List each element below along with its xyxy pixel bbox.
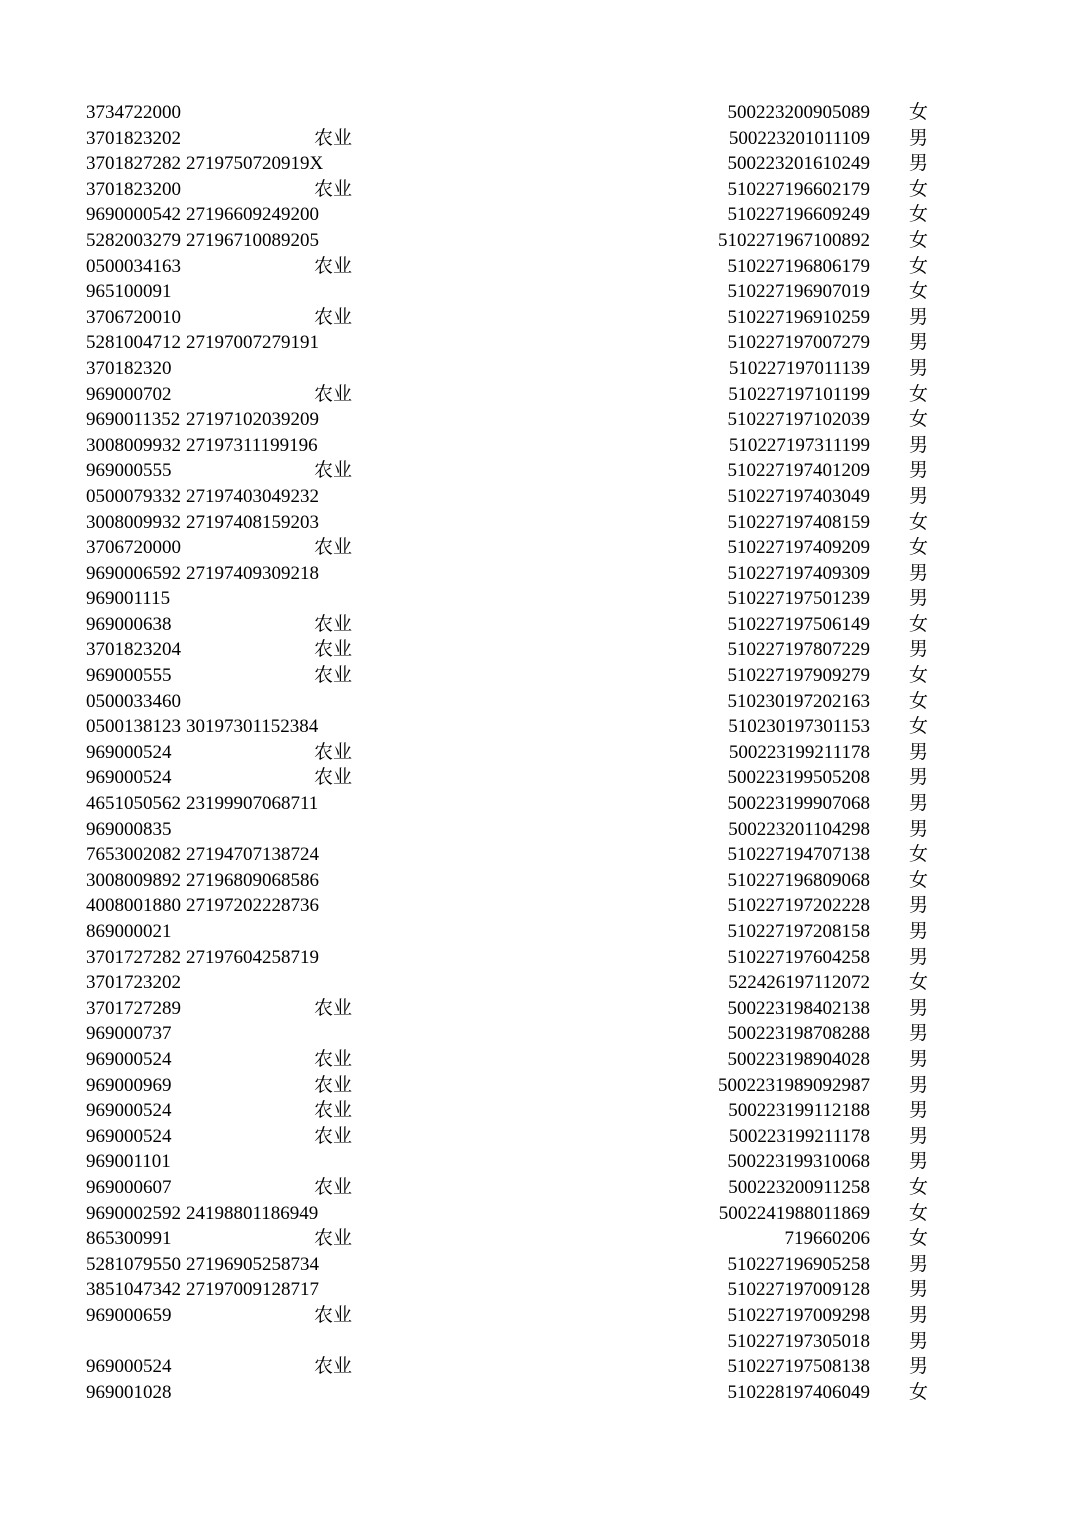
account-number-cell: 3701723202 [86, 972, 181, 994]
household-type-cell: 农业 [314, 1125, 353, 1147]
table-row [0, 842, 1075, 868]
account-number-cell: 969000524 [86, 1100, 172, 1122]
account-number-cell: 0500138123 [86, 716, 181, 738]
gender-cell: 男 [909, 1074, 929, 1096]
household-type-cell [314, 561, 374, 587]
household-type-cell [314, 817, 374, 843]
gender-cell: 男 [909, 1151, 929, 1173]
account-number-cell: 3008009932 [86, 511, 181, 533]
gender-cell: 男 [909, 946, 929, 968]
gender-cell: 男 [909, 1023, 929, 1045]
account-number-cell: 3701827282 [86, 153, 181, 175]
household-type-cell: 农业 [314, 997, 353, 1019]
id-number-cell: 23199907068711 [186, 793, 319, 815]
gender-cell: 女 [909, 1176, 929, 1198]
id-card-cell: 5002241988011869 [718, 1202, 870, 1224]
table-row [0, 1329, 1075, 1355]
id-card-cell: 510227196602179 [727, 178, 870, 200]
account-number-cell: 0500033460 [86, 690, 181, 712]
table-row [0, 510, 1075, 536]
household-type-cell [314, 970, 374, 996]
gender-cell: 女 [909, 869, 929, 891]
id-card-cell: 510227197202228 [727, 895, 870, 917]
id-number-cell: 27196710089205 [186, 229, 319, 251]
gender-cell: 男 [909, 357, 929, 379]
table-row [0, 996, 1075, 1022]
account-number-cell: 969000659 [86, 1304, 172, 1326]
account-number-cell: 869000021 [86, 921, 172, 942]
household-type-cell [314, 689, 374, 715]
account-number-cell: 969000638 [86, 613, 172, 635]
id-card-cell: 510227197409309 [727, 562, 870, 584]
table-row [0, 970, 1075, 996]
household-type-cell: 农业 [314, 537, 353, 559]
id-number-cell: 2719750720919X [186, 153, 324, 175]
household-type-cell [314, 714, 374, 740]
household-type-cell [314, 945, 374, 971]
gender-cell: 女 [909, 409, 929, 431]
id-card-cell: 719660206 [784, 1228, 870, 1250]
id-card-cell: 510227197011139 [728, 357, 870, 379]
gender-cell: 男 [909, 1048, 929, 1070]
gender-cell: 女 [909, 972, 929, 994]
id-card-cell: 510227197501239 [727, 588, 870, 610]
id-card-cell: 510227197009298 [727, 1304, 870, 1326]
id-number-cell: 27197102039209 [186, 409, 319, 431]
household-type-cell: 农业 [314, 1228, 353, 1250]
id-card-cell: 510227196910259 [727, 306, 870, 328]
account-number-cell: 969001115 [86, 588, 171, 610]
table-row [0, 305, 1075, 331]
spreadsheet-sheet [0, 100, 1075, 1405]
table-row [0, 714, 1075, 740]
gender-cell: 女 [909, 1228, 929, 1250]
household-type-cell [314, 228, 374, 254]
id-card-cell: 500223199310068 [727, 1151, 870, 1173]
table-row [0, 330, 1075, 356]
table-row [0, 458, 1075, 484]
id-card-cell: 510227197305018 [727, 1330, 870, 1352]
id-card-cell: 510227197208158 [727, 921, 870, 942]
id-number-cell: 27197409309218 [186, 562, 319, 584]
household-type-cell: 农业 [314, 127, 353, 149]
gender-cell: 女 [909, 511, 929, 533]
account-number-cell: 9690002592 [86, 1202, 181, 1224]
id-number-cell: 27197604258719 [186, 946, 319, 968]
account-number-cell: 7653002082 [86, 844, 181, 866]
table-row [0, 663, 1075, 689]
account-number-cell: 3706720010 [86, 306, 181, 328]
household-type-cell [314, 407, 374, 433]
account-number-cell: 3706720000 [86, 537, 181, 559]
id-number-cell: 27197408159203 [186, 511, 319, 533]
gender-cell: 男 [909, 1125, 929, 1147]
household-type-cell: 农业 [314, 741, 353, 763]
account-number-cell: 5281004712 [86, 332, 181, 354]
gender-cell: 女 [909, 178, 929, 200]
table-row [0, 765, 1075, 791]
gender-cell: 男 [909, 793, 929, 815]
account-number-cell: 3008009892 [86, 869, 181, 891]
account-number-cell: 969000607 [86, 1176, 172, 1198]
id-card-cell: 510227197508138 [727, 1356, 870, 1378]
gender-cell: 男 [909, 767, 929, 789]
gender-cell: 女 [909, 1202, 929, 1224]
table-row [0, 1201, 1075, 1227]
household-type-cell [314, 1021, 374, 1047]
gender-cell: 男 [909, 1330, 929, 1352]
household-type-cell [314, 1329, 374, 1355]
table-row [0, 151, 1075, 177]
account-number-cell: 969000524 [86, 741, 172, 763]
household-type-cell [314, 842, 374, 868]
household-type-cell [314, 1380, 374, 1406]
household-type-cell [314, 202, 374, 228]
account-number-cell: 865300991 [86, 1228, 172, 1250]
gender-cell: 女 [909, 665, 929, 687]
household-type-cell: 农业 [314, 306, 353, 328]
table-row [0, 1073, 1075, 1099]
table-row [0, 484, 1075, 510]
id-number-cell: 27197202228736 [186, 895, 319, 917]
table-row [0, 1354, 1075, 1380]
table-row [0, 279, 1075, 305]
id-number-cell: 30197301152384 [186, 716, 319, 738]
gender-cell: 男 [909, 1253, 929, 1275]
table-row [0, 1252, 1075, 1278]
gender-cell: 女 [909, 844, 929, 866]
household-type-cell [314, 356, 374, 382]
account-number-cell: 0500079332 [86, 485, 181, 507]
account-number-cell: 969000835 [86, 818, 172, 840]
gender-cell: 男 [909, 1304, 929, 1326]
id-card-cell: 510227197009128 [727, 1279, 870, 1301]
gender-cell: 男 [909, 921, 929, 942]
account-number-cell: 5282003279 [86, 229, 181, 251]
table-row [0, 407, 1075, 433]
id-card-cell: 500223198904028 [727, 1048, 870, 1070]
table-row [0, 612, 1075, 638]
id-number-cell: 27197007279191 [186, 332, 319, 354]
table-row [0, 893, 1075, 919]
household-type-cell [314, 586, 374, 612]
gender-cell: 女 [909, 690, 929, 712]
gender-cell: 男 [909, 434, 929, 456]
household-type-cell [314, 893, 374, 919]
table-row [0, 919, 1075, 945]
account-number-cell: 965100091 [86, 281, 172, 303]
gender-cell: 男 [909, 895, 929, 917]
id-card-cell: 510227197408159 [727, 511, 870, 533]
account-number-cell: 969000737 [86, 1023, 172, 1045]
id-card-cell: 510227197311199 [728, 434, 870, 456]
household-type-cell: 农业 [314, 1176, 353, 1198]
table-row [0, 1277, 1075, 1303]
id-card-cell: 510227197409209 [727, 537, 870, 559]
account-number-cell: 969000524 [86, 767, 172, 789]
id-card-cell: 510227196609249 [727, 204, 870, 226]
id-card-cell: 510227194707138 [727, 844, 870, 866]
account-number-cell: 3734722000 [86, 102, 181, 123]
account-number-cell: 3701727289 [86, 997, 181, 1019]
table-row [0, 791, 1075, 817]
account-number-cell: 969000524 [86, 1125, 172, 1147]
account-number-cell: 969001101 [86, 1151, 171, 1173]
gender-cell: 女 [909, 204, 929, 226]
id-number-cell: 27194707138724 [186, 844, 319, 866]
id-card-cell: 510228197406049 [727, 1381, 870, 1403]
table-row [0, 1124, 1075, 1150]
gender-cell: 女 [909, 255, 929, 277]
table-row [0, 561, 1075, 587]
id-card-cell: 500223199211178 [728, 1125, 870, 1147]
gender-cell: 女 [909, 716, 929, 738]
household-type-cell [314, 484, 374, 510]
household-type-cell: 农业 [314, 178, 353, 200]
id-number-cell: 27197403049232 [186, 485, 319, 507]
household-type-cell [314, 791, 374, 817]
account-number-cell: 969000524 [86, 1356, 172, 1378]
table-row [0, 1175, 1075, 1201]
id-card-cell: 500223201011109 [728, 127, 870, 149]
account-number-cell: 4651050562 [86, 793, 181, 815]
id-card-cell: 510227197807229 [727, 639, 870, 661]
table-row [0, 356, 1075, 382]
id-card-cell: 510227196907019 [727, 281, 870, 303]
id-card-cell: 510227197102039 [727, 409, 870, 431]
table-row [0, 1047, 1075, 1073]
id-card-cell: 500223199112188 [728, 1100, 870, 1122]
id-card-cell: 510227197403049 [727, 485, 870, 507]
household-type-cell [314, 1149, 374, 1175]
table-row [0, 126, 1075, 152]
table-row [0, 689, 1075, 715]
gender-cell: 男 [909, 639, 929, 661]
table-row [0, 637, 1075, 663]
table-row [0, 254, 1075, 280]
gender-cell: 女 [909, 613, 929, 635]
account-number-cell: 9690006592 [86, 562, 181, 584]
household-type-cell [314, 510, 374, 536]
id-card-cell: 500223200911258 [728, 1176, 870, 1198]
gender-cell: 男 [909, 818, 929, 840]
gender-cell: 男 [909, 1356, 929, 1378]
id-card-cell: 500223199505208 [727, 767, 870, 789]
account-number-cell: 3008009932 [86, 434, 181, 456]
household-type-cell: 农业 [314, 460, 353, 482]
table-row [0, 1303, 1075, 1329]
gender-cell: 男 [909, 306, 929, 328]
gender-cell: 男 [909, 1279, 929, 1301]
household-type-cell [314, 1201, 374, 1227]
household-type-cell: 农业 [314, 1304, 353, 1326]
household-type-cell [314, 1252, 374, 1278]
account-number-cell: 0500034163 [86, 255, 181, 277]
id-card-cell: 510227197401209 [727, 460, 870, 482]
account-number-cell: 3701823200 [86, 178, 181, 200]
household-type-cell: 农业 [314, 665, 353, 687]
account-number-cell: 5281079550 [86, 1253, 181, 1275]
gender-cell: 男 [909, 153, 929, 175]
account-number-cell: 969000555 [86, 665, 172, 687]
gender-cell: 女 [909, 229, 929, 251]
account-number-cell: 9690011352 [86, 409, 181, 431]
id-card-cell: 510230197301153 [728, 716, 870, 738]
id-number-cell: 27196609249200 [186, 204, 319, 226]
account-number-cell: 969000524 [86, 1048, 172, 1070]
household-type-cell: 农业 [314, 613, 353, 635]
id-card-cell: 5002231989092987 [718, 1074, 870, 1096]
table-row [0, 228, 1075, 254]
table-row [0, 1380, 1075, 1406]
household-type-cell: 农业 [314, 1356, 353, 1378]
household-type-cell: 农业 [314, 1074, 353, 1096]
household-type-cell [314, 1277, 374, 1303]
id-card-cell: 500223198708288 [727, 1023, 870, 1045]
id-number-cell: 24198801186949 [186, 1202, 319, 1224]
table-row [0, 1021, 1075, 1047]
id-card-cell: 510227197007279 [727, 332, 870, 354]
gender-cell: 男 [909, 127, 929, 149]
table-row [0, 535, 1075, 561]
account-number-cell: 3701823204 [86, 639, 181, 661]
account-number-cell: 969001028 [86, 1381, 172, 1403]
gender-cell: 男 [909, 588, 929, 610]
table-row [0, 817, 1075, 843]
account-number-cell [86, 1329, 190, 1355]
gender-cell: 男 [909, 741, 929, 763]
table-row [0, 202, 1075, 228]
table-row [0, 945, 1075, 971]
account-number-cell: 4008001880 [86, 895, 181, 917]
household-type-cell [314, 868, 374, 894]
account-number-cell: 969000555 [86, 460, 172, 482]
household-type-cell [314, 151, 374, 177]
table-row [0, 382, 1075, 408]
id-card-cell: 500223199211178 [728, 741, 870, 763]
household-type-cell [314, 330, 374, 356]
gender-cell: 男 [909, 562, 929, 584]
id-card-cell: 500223201104298 [728, 818, 870, 840]
id-number-cell: 27196905258734 [186, 1253, 319, 1275]
household-type-cell [314, 279, 374, 305]
table-row [0, 433, 1075, 459]
table-row [0, 177, 1075, 203]
id-card-cell: 500223198402138 [727, 997, 870, 1019]
id-card-cell: 510227196806179 [727, 255, 870, 277]
table-row [0, 868, 1075, 894]
id-card-cell: 510227197604258 [727, 946, 870, 968]
household-type-cell: 农业 [314, 383, 353, 405]
account-number-cell: 3701727282 [86, 946, 181, 968]
table-row [0, 1226, 1075, 1252]
household-type-cell: 农业 [314, 639, 353, 661]
account-number-cell: 969000702 [86, 383, 172, 405]
id-card-cell: 500223199907068 [727, 793, 870, 815]
table-row [0, 100, 1075, 126]
id-card-cell: 510227197506149 [727, 613, 870, 635]
account-number-cell: 969000969 [86, 1074, 172, 1096]
household-type-cell [314, 433, 374, 459]
id-card-cell: 510227197909279 [727, 665, 870, 687]
household-type-cell: 农业 [314, 1100, 353, 1122]
id-card-cell: 510227197101199 [728, 383, 870, 405]
household-type-cell: 农业 [314, 255, 353, 277]
account-number-cell: 9690000542 [86, 204, 181, 226]
id-number-cell: 27196809068586 [186, 869, 319, 891]
gender-cell: 男 [909, 460, 929, 482]
id-card-cell: 5102271967100892 [718, 229, 870, 251]
id-card-cell: 510227196905258 [727, 1253, 870, 1275]
gender-cell: 男 [909, 1100, 929, 1122]
id-card-cell: 522426197112072 [728, 972, 870, 994]
account-number-cell: 3701823202 [86, 127, 181, 149]
table-row [0, 1098, 1075, 1124]
table-row [0, 1149, 1075, 1175]
gender-cell: 女 [909, 281, 929, 303]
gender-cell: 男 [909, 485, 929, 507]
id-number-cell: 27197009128717 [186, 1279, 319, 1301]
household-type-cell [314, 100, 374, 126]
id-card-cell: 510227196809068 [727, 869, 870, 891]
table-row [0, 740, 1075, 766]
account-number-cell: 370182320 [86, 357, 172, 379]
household-type-cell: 农业 [314, 767, 353, 789]
gender-cell: 女 [909, 383, 929, 405]
id-card-cell: 500223201610249 [727, 153, 870, 175]
id-card-cell: 510230197202163 [727, 690, 870, 712]
account-number-cell: 3851047342 [86, 1279, 181, 1301]
gender-cell: 男 [909, 332, 929, 354]
id-number-cell: 27197311199196 [186, 434, 318, 456]
gender-cell: 女 [909, 537, 929, 559]
gender-cell: 女 [909, 102, 929, 123]
id-card-cell: 500223200905089 [727, 102, 870, 123]
household-type-cell: 农业 [314, 1048, 353, 1070]
household-type-cell [314, 919, 374, 945]
gender-cell: 男 [909, 997, 929, 1019]
gender-cell: 女 [909, 1381, 929, 1403]
table-row [0, 586, 1075, 612]
